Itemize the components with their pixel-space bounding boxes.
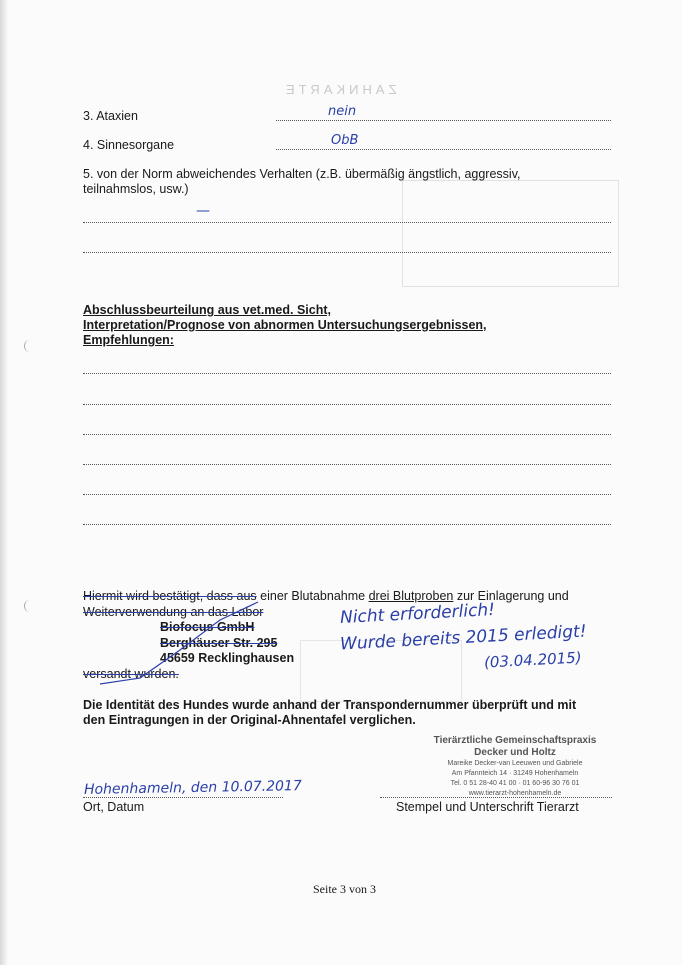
stamp-line-4: Am Pfannteich 14 · 31249 Hohenhameln xyxy=(451,770,579,777)
handwritten-note-3: (03.04.2015) xyxy=(483,648,582,672)
verhalten-value: — xyxy=(196,203,210,219)
stamp-line-1: Tierärztliche Gemeinschaftspraxis xyxy=(433,735,597,746)
place-date-label: Ort, Datum xyxy=(83,800,145,814)
ghost-title: ZAHNKARTE xyxy=(282,82,397,97)
strike-through-scribble xyxy=(80,600,270,685)
assessment-line xyxy=(83,494,611,495)
signature-line xyxy=(380,797,612,798)
verhalten-label-1: 5. von der Norm abweichendes Verhalten (z.B. übermäßig ängstlich, aggressiv, xyxy=(83,167,521,181)
verhalten-line xyxy=(83,222,611,223)
page-edge-shadow xyxy=(0,0,8,965)
place-date-value: Hohenhameln, den 10.07.2017 xyxy=(83,778,302,798)
sinnesorgane-value: ObB xyxy=(331,133,359,148)
assessment-line xyxy=(83,524,611,525)
lab-street: Berghäuser Str. 295 xyxy=(160,636,278,650)
page-number: Seite 3 von 3 xyxy=(313,882,376,896)
verhalten-line xyxy=(83,252,611,253)
assessment-line xyxy=(83,464,611,465)
place-date-line xyxy=(83,797,283,798)
identity-line-1: Die Identität des Hundes wurde anhand der Transpondernummer überprüft und mit xyxy=(83,698,577,712)
sinnesorgane-label: 4. Sinnesorgane xyxy=(83,138,175,152)
ataxien-line xyxy=(276,120,611,121)
handwritten-note-2: Wurde bereits 2015 erledigt! xyxy=(339,621,588,655)
blood-closing: versandt wurden. xyxy=(83,667,179,681)
lab-name: Biofocus GmbH xyxy=(160,620,255,634)
ataxien-label: 3. Ataxien xyxy=(83,109,138,123)
stamp-line-2: Decker und Holtz xyxy=(474,747,556,758)
handwritten-note-1: Nicht erforderlich! xyxy=(339,599,496,629)
punch-hole-mark xyxy=(24,600,35,612)
punch-hole-mark xyxy=(24,340,35,352)
assessment-heading-2: Interpretation/Prognose von abnormen Untersuchungsergebnissen, xyxy=(83,318,487,332)
stamp-line-5: Tel. 0 51 28-40 41 00 · 01 60-96 30 76 01 xyxy=(450,780,580,787)
assessment-line xyxy=(83,434,611,435)
stamp-signature-label: Stempel und Unterschrift Tierarzt xyxy=(396,800,579,814)
stamp-line-6: www.tierarzt-hohenhameln.de xyxy=(468,790,562,797)
assessment-line xyxy=(83,373,611,374)
ghost-table xyxy=(402,180,619,287)
assessment-heading-1: Abschlussbeurteilung aus vet.med. Sicht, xyxy=(83,303,331,317)
stamp-line-3: Mareike Decker-van Leeuwen und Gabriele xyxy=(447,760,583,767)
identity-line-2: den Eintragungen in der Original-Ahnentafel verglichen. xyxy=(83,713,416,727)
assessment-heading-3: Empfehlungen: xyxy=(83,333,174,347)
blood-line-1: Hiermit wird bestätigt, dass aus einer Blutabnahme drei Blutproben zur Einlagerung und xyxy=(83,589,569,603)
lab-city: 45659 Recklinghausen xyxy=(160,651,295,665)
ataxien-value: nein xyxy=(328,104,357,119)
verhalten-label-2: teilnahmslos, usw.) xyxy=(83,182,189,196)
blood-line-2: Weiterverwendung an das Labor xyxy=(83,605,264,619)
sinnesorgane-line xyxy=(276,149,611,150)
assessment-line xyxy=(83,404,611,405)
